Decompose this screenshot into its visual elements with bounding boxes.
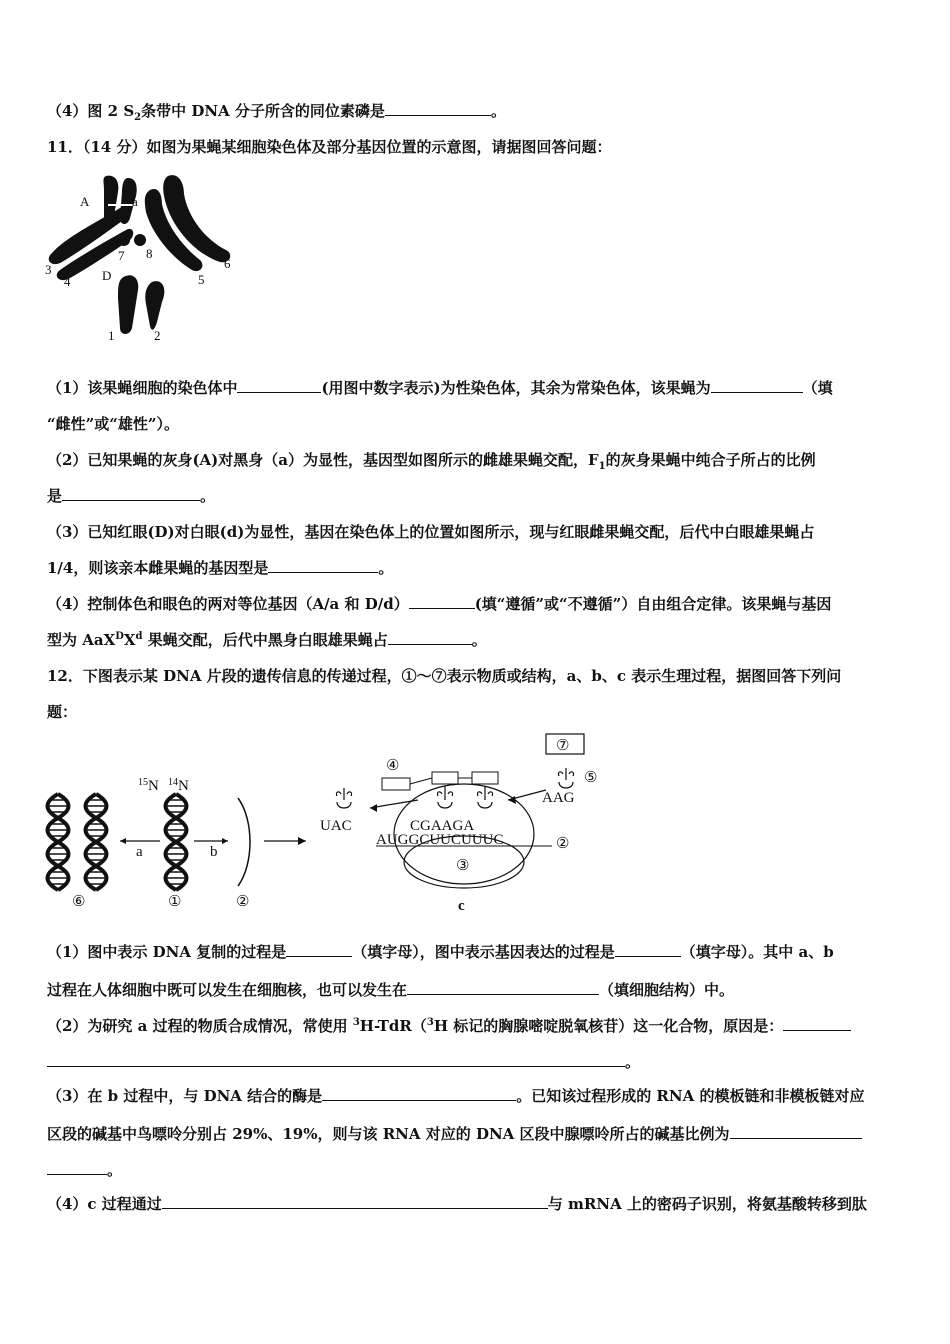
svg-text:③: ③ (456, 858, 470, 874)
chromosome-1 (118, 275, 138, 334)
svg-text:④: ④ (386, 758, 400, 774)
svg-text:a: a (136, 844, 143, 860)
svg-text:A: A (80, 194, 90, 209)
q12-title-line2: 题： (47, 703, 78, 721)
q11-part1-line1: （1）该果蝇细胞的染色体中 (用图中数字表示)为性染色体，其余为常染色体，该果蝇为 （填 (47, 379, 833, 397)
q11-part2-line1: （2）已知果蝇的灰身(A)对黑身（a）为显性，基因型如图所示的雌雄果蝇交配，$F_1$的灰身果蝇中纯合子所占的比例 (47, 451, 816, 472)
answer-blank[interactable] (385, 101, 491, 116)
answer-blank[interactable] (388, 630, 472, 645)
answer-blank[interactable] (162, 1194, 548, 1209)
svg-text:c: c (458, 898, 465, 914)
q12-part3-line1: （3）在 b 过程中，与 DNA 结合的酶是 。已知该过程形成的 RNA 的模板链和非模板链对应 (47, 1087, 865, 1105)
svg-text:②: ② (236, 894, 250, 910)
answer-blank[interactable] (615, 942, 681, 957)
svg-text:8: 8 (146, 246, 153, 261)
answer-blank[interactable] (47, 1160, 107, 1175)
svg-text:7: 7 (118, 248, 125, 263)
svg-text:CGAAGA: CGAAGA (410, 818, 475, 834)
gene-expression-figure (40, 730, 620, 920)
svg-text:②: ② (556, 836, 570, 852)
answer-blank[interactable] (237, 378, 321, 393)
answer-blank[interactable] (286, 942, 352, 957)
q12-part1-line1: （1）图中表示 DNA 复制的过程是 （填字母），图中表示基因表达的过程是 （填字母）。其中 a、b (47, 943, 834, 961)
chromosome-figure (40, 168, 240, 348)
svg-text:15N: $^{15}$N (138, 777, 159, 794)
svg-text:3: 3 (45, 262, 52, 277)
answer-blank[interactable] (322, 1086, 516, 1101)
answer-blank[interactable] (268, 558, 378, 573)
svg-text:2: 2 (154, 328, 161, 343)
q11-part4-line2: 型为 $AaX^DX^d$ 果蝇交配，后代中黑身白眼雄果蝇占 。 (47, 631, 487, 649)
svg-text:⑥: ⑥ (72, 894, 86, 910)
answer-blank[interactable] (783, 1016, 851, 1031)
answer-blank[interactable] (409, 594, 475, 609)
svg-text:6: 6 (224, 256, 231, 271)
q12-part2-line1: （2）为研究 a 过程的物质合成情况，常使用 $^3$H-TdR（$^3$H 标记的胸腺嘧啶脱氧核苷）这一化合物，原因是： (47, 1016, 851, 1036)
answer-blank[interactable] (711, 378, 803, 393)
chromosome-7 (118, 234, 130, 246)
q12-part1-line2: 过程在人体细胞中既可以发生在细胞核，也可以发生在 （填细胞结构）中。 (47, 981, 735, 999)
svg-text:AUGGCUUCUUUC: AUGGCUUCUUUC (376, 832, 504, 848)
q11-part3-line2: 1/4，则该亲本雌果蝇的基因型是 。 (47, 559, 394, 577)
q12-part3-line2: 区段的碱基中鸟嘌呤分别占 29%、19%，则与该 RNA 对应的 DNA 区段中腺嘌呤所占的碱基比例为 (47, 1124, 862, 1144)
svg-text:4: 4 (64, 274, 71, 289)
svg-text:14N: $^{14}$N (168, 777, 189, 794)
q10-part4-line: （4）图 2 $S_2$条带中 DNA 分子所含的同位素磷是 。 (47, 102, 506, 123)
chromosome-8 (134, 234, 146, 246)
answer-blank[interactable] (47, 1052, 625, 1067)
svg-text:⑦: ⑦ (556, 738, 570, 754)
q12-title-line1: 12．下图表示某 DNA 片段的遗传信息的传递过程，①～⑦表示物质或结构，a、b、c 表示生理过程，据图回答下列问 (47, 667, 842, 685)
q11-part2-line2: 是 。 (47, 487, 216, 505)
svg-text:5: 5 (198, 272, 205, 287)
svg-text:①: ① (168, 894, 182, 910)
svg-text:AAG: AAG (542, 790, 575, 806)
q11-part3-line1: （3）已知红眼(D)对白眼(d)为显性，基因在染色体上的位置如图所示，现与红眼雌果蝇交配，后代中白眼雄果蝇占 (47, 523, 815, 541)
answer-blank[interactable] (730, 1124, 862, 1139)
q12-part4-line1: （4）c 过程通过 与 mRNA 上的密码子识别，将氨基酸转移到肽 (47, 1195, 867, 1213)
chromosome-2 (145, 281, 164, 330)
answer-blank[interactable] (407, 980, 599, 995)
svg-text:D: D (102, 268, 112, 283)
q11-part4-line1: （4）控制体色和眼色的两对等位基因（A/a 和 D/d） (填“遵循”或“不遵循”）自由组合定律。该果蝇与基因 (47, 595, 832, 613)
answer-blank[interactable] (62, 486, 200, 501)
dna-helix-6b (86, 794, 107, 890)
svg-text:UAC: UAC (320, 818, 352, 834)
q11-part1-line2: “雌性”或“雄性”）。 (47, 415, 180, 433)
q11-title: 11．（14 分）如图为果蝇某细胞染色体及部分基因位置的示意图，请据图回答问题： (47, 138, 612, 156)
svg-text:⑤: ⑤ (584, 770, 598, 786)
dna-helix-6a (48, 794, 69, 890)
dna-helix-1 (166, 794, 187, 890)
svg-text:1: 1 (108, 328, 115, 343)
svg-text:a: a (132, 194, 138, 209)
q12-part2-line2: 。 (47, 1052, 640, 1072)
q12-part3-line3: 。 (47, 1160, 122, 1180)
svg-text:b: b (210, 844, 218, 860)
